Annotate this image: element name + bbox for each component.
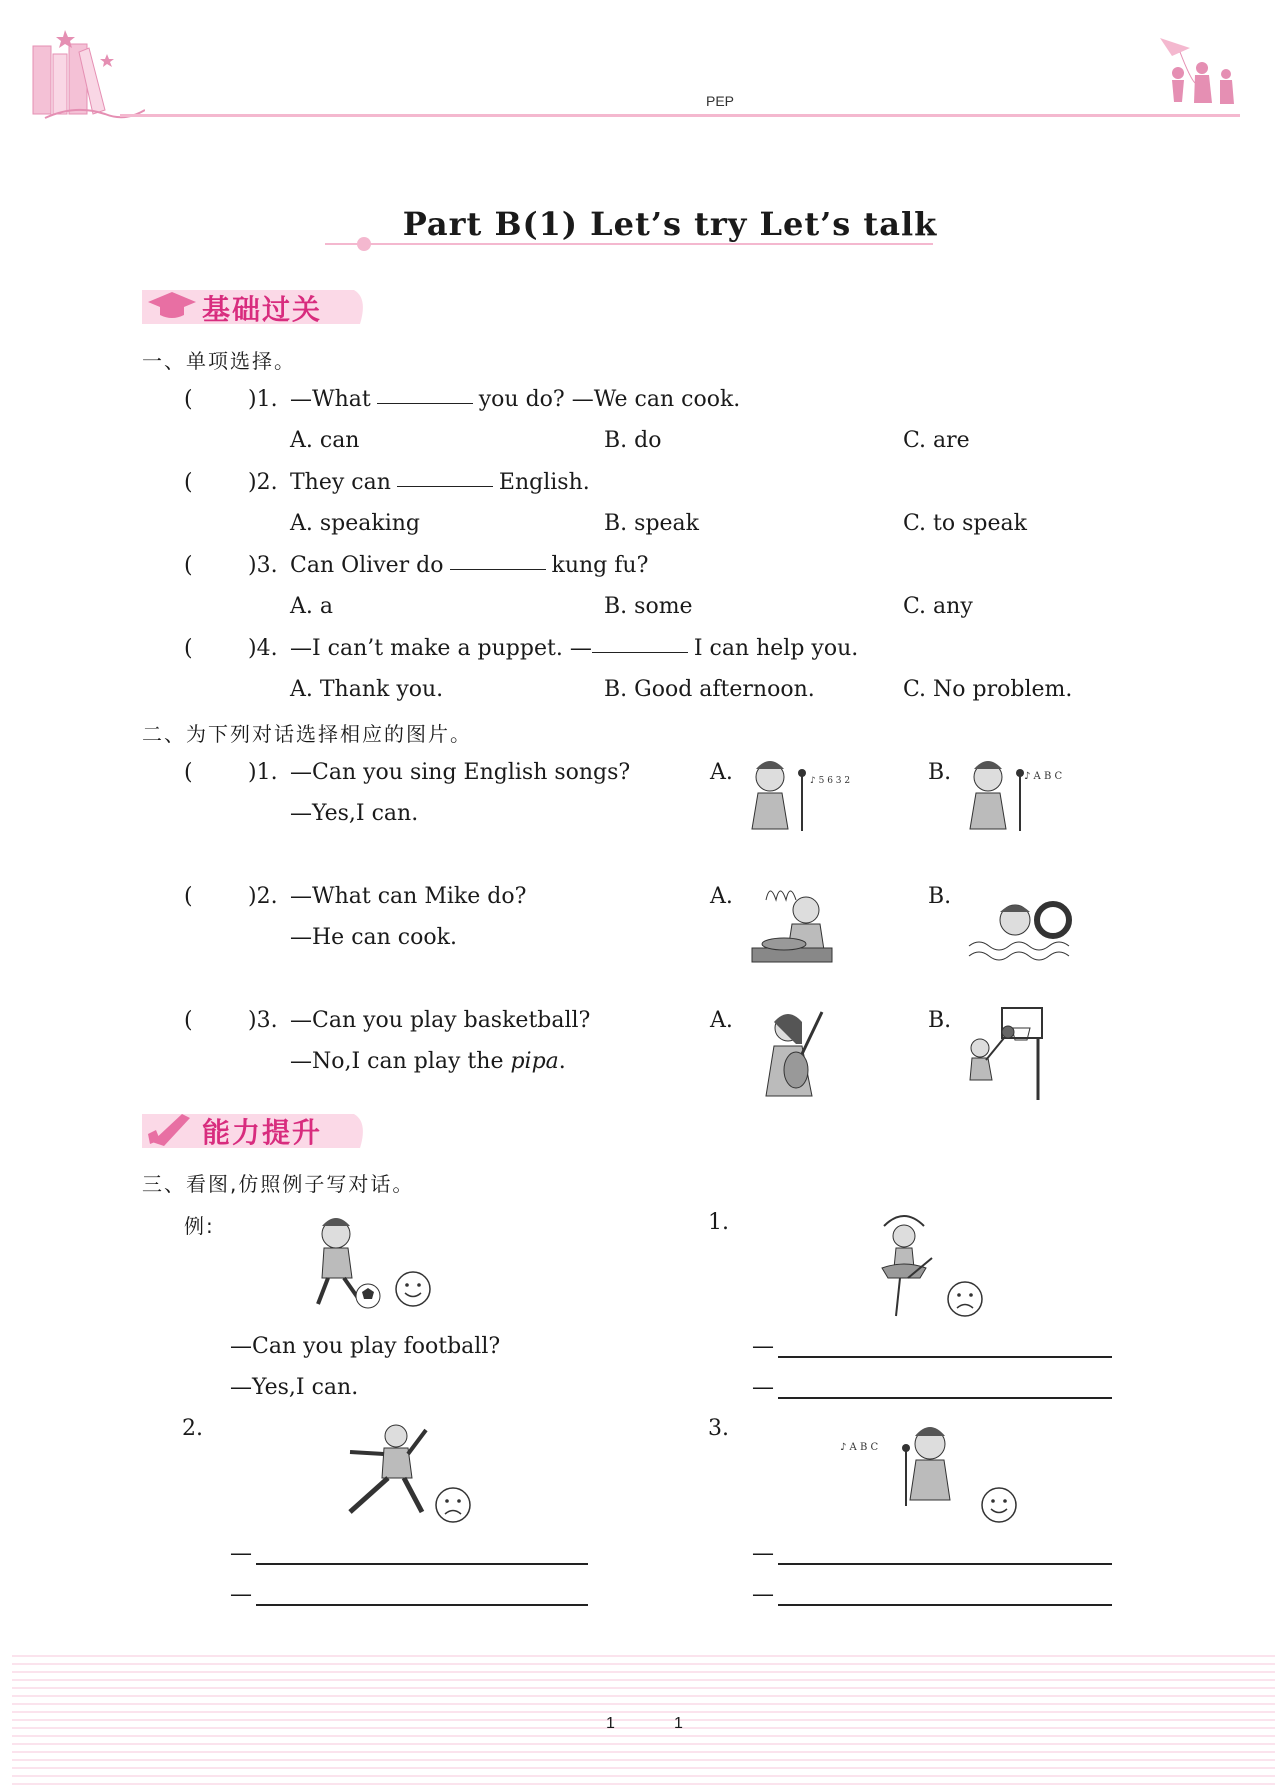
boy-basketball-icon xyxy=(958,1004,1048,1104)
page-title: Part B(1) Let’s try Let’s talk xyxy=(402,205,938,243)
girl-singing-abc-icon xyxy=(958,755,1068,835)
answer-paren[interactable]: ( xyxy=(184,636,193,661)
svg-text:♪ A B C: ♪ A B C xyxy=(1024,771,1063,782)
answer-paren[interactable]: ( xyxy=(184,470,193,495)
dialog-line-1: —What can Mike do? xyxy=(290,884,527,909)
option-c: C. to speak xyxy=(903,511,1027,536)
sad-face-icon xyxy=(946,1280,984,1318)
answer-paren[interactable]: ( xyxy=(184,760,193,785)
girl-pipa-icon xyxy=(752,1004,842,1104)
item-2-answer-line-1[interactable] xyxy=(256,1563,588,1565)
part1-heading: 一、单项选择。 xyxy=(142,349,296,373)
answer-paren[interactable]: ( xyxy=(184,884,193,909)
question-text: They can English. xyxy=(290,470,590,495)
item-1-answer-line-1[interactable] xyxy=(778,1356,1112,1358)
item-2-answer-line-2[interactable] xyxy=(256,1604,588,1606)
option-c: C. any xyxy=(903,594,973,619)
option-a: A. xyxy=(710,1008,733,1033)
example-answer: —Yes,I can. xyxy=(230,1375,359,1400)
option-a: A. xyxy=(710,884,733,909)
option-a: A. a xyxy=(290,594,333,619)
option-b: B. speak xyxy=(604,511,699,536)
dialog-line-1: —Can you sing English songs? xyxy=(290,760,631,785)
item-3-dash-1: — xyxy=(752,1541,774,1566)
item-1-dash-2: — xyxy=(752,1375,774,1400)
section-basic-title: 基础过关 xyxy=(202,293,323,326)
question-number: )2. xyxy=(248,884,278,909)
item-1-dash-1: — xyxy=(752,1334,774,1359)
option-b: B. xyxy=(928,760,952,785)
girl-singing-icon xyxy=(740,755,850,835)
question-number: )3. xyxy=(248,553,278,578)
question-text: Can Oliver do kung fu? xyxy=(290,553,649,578)
sad-face-icon xyxy=(434,1486,472,1524)
dialog-line-2: —Yes,I can. xyxy=(290,801,419,826)
svg-text:♪ 5 6 3 2: ♪ 5 6 3 2 xyxy=(810,776,850,786)
answer-paren[interactable]: ( xyxy=(184,1008,193,1033)
example-question: —Can you play football? xyxy=(230,1334,501,1359)
option-c: C. are xyxy=(903,428,970,453)
part2-heading: 二、为下列对话选择相应的图片。 xyxy=(142,722,472,746)
header-rule xyxy=(120,114,1240,117)
option-b: B. do xyxy=(604,428,662,453)
option-c: C. No problem. xyxy=(903,677,1073,702)
question-number: )4. xyxy=(248,636,278,661)
item-3-dash-2: — xyxy=(752,1582,774,1607)
page-number-right: 1 xyxy=(674,1715,683,1732)
dialog-line-2: —He can cook. xyxy=(290,925,457,950)
question-number: )1. xyxy=(248,760,278,785)
option-b: B. some xyxy=(604,594,693,619)
kids-kite-icon xyxy=(1150,28,1250,118)
footer-stripes xyxy=(12,1655,1275,1789)
option-a: A. speaking xyxy=(290,511,421,536)
item-3-answer-line-2[interactable] xyxy=(778,1604,1112,1606)
dialog-line-1: —Can you play basketball? xyxy=(290,1008,591,1033)
section-advanced-title: 能力提升 xyxy=(202,1116,323,1149)
question-number: )3. xyxy=(248,1008,278,1033)
boy-swimming-icon xyxy=(965,880,1075,970)
page-number-left: 1 xyxy=(606,1715,615,1732)
books-logo-icon xyxy=(25,18,145,123)
option-a: A. xyxy=(710,760,733,785)
option-b: B. xyxy=(928,884,952,909)
item-2-dash-2: — xyxy=(230,1582,252,1607)
smiley-face-icon xyxy=(980,1486,1018,1524)
option-b: B. Good afternoon. xyxy=(604,677,815,702)
part3-heading: 三、看图,仿照例子写对话。 xyxy=(142,1172,415,1196)
question-text: —What you do? —We can cook. xyxy=(290,387,741,412)
question-text: —I can’t make a puppet. — I can help you. xyxy=(290,636,859,661)
title-dot xyxy=(357,237,371,251)
answer-paren[interactable]: ( xyxy=(184,553,193,578)
header-pep: PEP xyxy=(706,93,735,109)
item-2-dash-1: — xyxy=(230,1541,252,1566)
example-label: 例: xyxy=(184,1214,215,1238)
svg-text:♪ A B C: ♪ A B C xyxy=(840,1442,879,1453)
title-rule xyxy=(325,243,933,245)
dialog-line-2: —No,I can play the pipa. xyxy=(290,1049,566,1074)
item-3-number: 3. xyxy=(708,1416,729,1441)
girl-singing-icon xyxy=(836,1420,986,1520)
girl-dancing-icon xyxy=(864,1212,944,1322)
question-number: )2. xyxy=(248,470,278,495)
smiley-face-icon xyxy=(394,1270,432,1308)
item-1-answer-line-2[interactable] xyxy=(778,1397,1112,1399)
item-3-answer-line-1[interactable] xyxy=(778,1563,1112,1565)
answer-paren[interactable]: ( xyxy=(184,387,193,412)
item-1-number: 1. xyxy=(708,1210,729,1235)
option-a: A. can xyxy=(290,428,360,453)
question-number: )1. xyxy=(248,387,278,412)
option-b: B. xyxy=(928,1008,952,1033)
item-2-number: 2. xyxy=(182,1416,203,1441)
option-a: A. Thank you. xyxy=(290,677,444,702)
boy-cooking-icon xyxy=(748,880,848,970)
